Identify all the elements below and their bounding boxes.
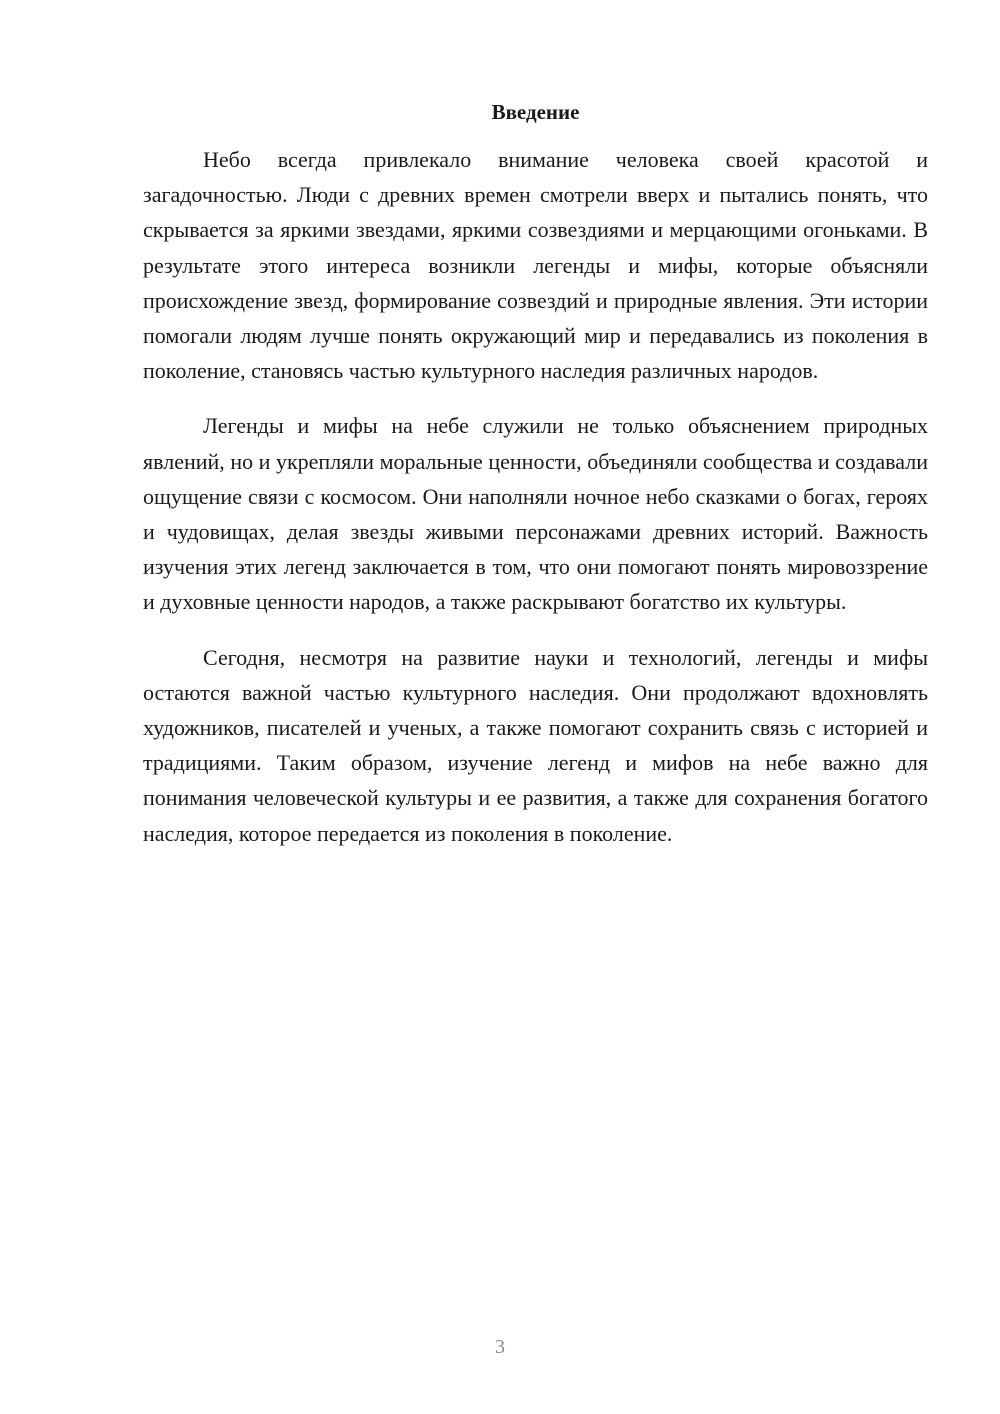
paragraph-3: Сегодня, несмотря на развитие науки и технологий, легенды и мифы остаются важной частью культурного наследия. Они продолжают вдохновлять художников, писателей и ученых, а также помогают сохранить связь с историей и традициями. Таким образом, изучение легенд и мифов на небе важно для понимания человеческой культуры и ее развития, а также для сохранения богатого наследия, которое передается из поколения в поколение.: [143, 644, 928, 846]
section-heading: Введение: [491, 100, 580, 124]
body-text: [143, 142, 928, 871]
paragraph-1: Небо всегда привлекало внимание человека своей красотой и загадочностью. Люди с древних времен смотрели вверх и пытались понять, что скрывается за яркими звездами, яркими созвездиями и мерцающими огоньками. В результате этого интереса возникли легенды и мифы, которые объясняли происхождение звезд, формирование созвездий и природные явления. Эти истории помогали людям лучше понять окружающий мир и передавались из поколения в поколение, становясь частью культурного наследия различных народов.: [143, 147, 928, 384]
page-number: 3: [495, 1336, 505, 1358]
paragraph-2: Легенды и мифы на небе служили не только объяснением природных явлений, но и укрепляли моральные ценности, объединяли сообщества и создавали ощущение связи с космосом. Они наполняли ночное небо сказками о богах, героях и чудовищах, делая звезды живыми персонажами древних историй. Важность изучения этих легенд заключается в том, что они помогают понять мировоззрение и духовные ценности народов, а также раскрывают богатство их культуры.: [143, 413, 928, 615]
